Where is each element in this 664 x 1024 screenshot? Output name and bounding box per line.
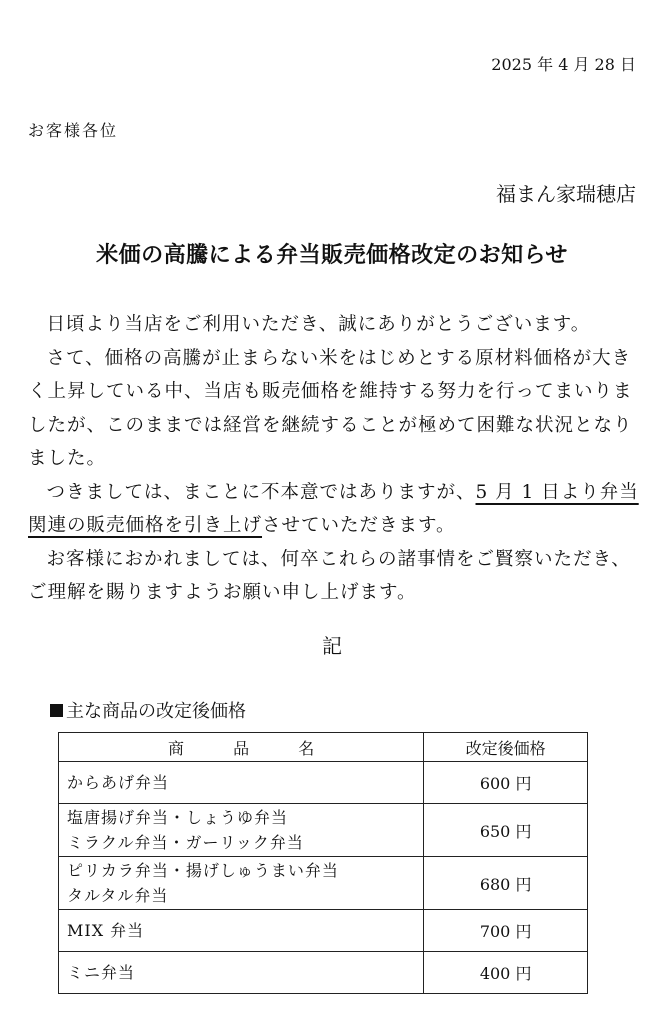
table-row [59, 857, 588, 910]
paragraph-greeting: 日頃より当店をご利用いただき、誠にありがとうございます。 [46, 314, 591, 335]
price-table-header-row [59, 733, 588, 762]
store-name: 福まん家瑞穂店 [496, 182, 636, 206]
product-name-line: MIX 弁当 [67, 921, 145, 940]
price-cell: 400 円 [424, 952, 588, 994]
price-section-heading-text: 主な商品の改定後価格 [66, 701, 246, 722]
table-row [59, 952, 588, 994]
announcement-highlight: 5 月 1 日より弁当関連の販売価格を引き上げ [28, 481, 639, 536]
product-name-cell [59, 910, 424, 952]
table-row [59, 910, 588, 952]
price-table [58, 732, 588, 994]
product-name-line: タルタル弁当 [67, 886, 169, 905]
price-cell: 680 円 [424, 857, 588, 910]
product-name-line: ピリカラ弁当・揚げしゅうまい弁当 [67, 861, 339, 880]
table-row [59, 804, 588, 857]
price-section-heading [50, 697, 246, 723]
document-date: 2025 年 4 月 28 日 [491, 55, 636, 74]
column-header-price: 改定後価格 [424, 733, 588, 762]
paragraph-reason: さて、価格の高騰が止まらない米をはじめとする原材料価格が大きく上昇している中、当店も販売価格を維持する努力を行ってまいりましたが、このままでは経営を継続することが極めて困難な状況となりました。 [28, 347, 633, 469]
ki-marker: 記 [322, 634, 342, 658]
announcement-lead: つきましては、まことに不本意ではありますが、 [46, 481, 476, 503]
price-cell: 600 円 [424, 762, 588, 804]
addressee: お客様各位 [28, 121, 119, 140]
product-name-line: 塩唐揚げ弁当・しょうゆ弁当 [67, 808, 289, 827]
table-row [59, 762, 588, 804]
announcement-tail: させていただきます。 [262, 515, 456, 536]
notice-body [28, 308, 640, 610]
paragraph-announcement [28, 476, 640, 543]
product-name-cell [59, 952, 424, 994]
paragraph-closing: お客様におかれましては、何卒これらの諸事情をご賢察いただき、ご理解を賜りますようお願い申し上げます。 [28, 548, 631, 603]
product-name-cell [59, 857, 424, 910]
product-name-cell [59, 762, 424, 804]
notice-title: 米価の高騰による弁当販売価格改定のお知らせ [96, 243, 568, 268]
product-name-line: からあげ弁当 [67, 773, 170, 792]
column-header-product: 商 品 名 [59, 733, 424, 762]
product-name-cell [59, 804, 424, 857]
black-square-icon [50, 704, 63, 717]
price-cell: 650 円 [424, 804, 588, 857]
product-name-line: ミニ弁当 [67, 963, 136, 982]
product-name-line: ミラクル弁当・ガーリック弁当 [67, 833, 304, 852]
price-cell: 700 円 [424, 910, 588, 952]
